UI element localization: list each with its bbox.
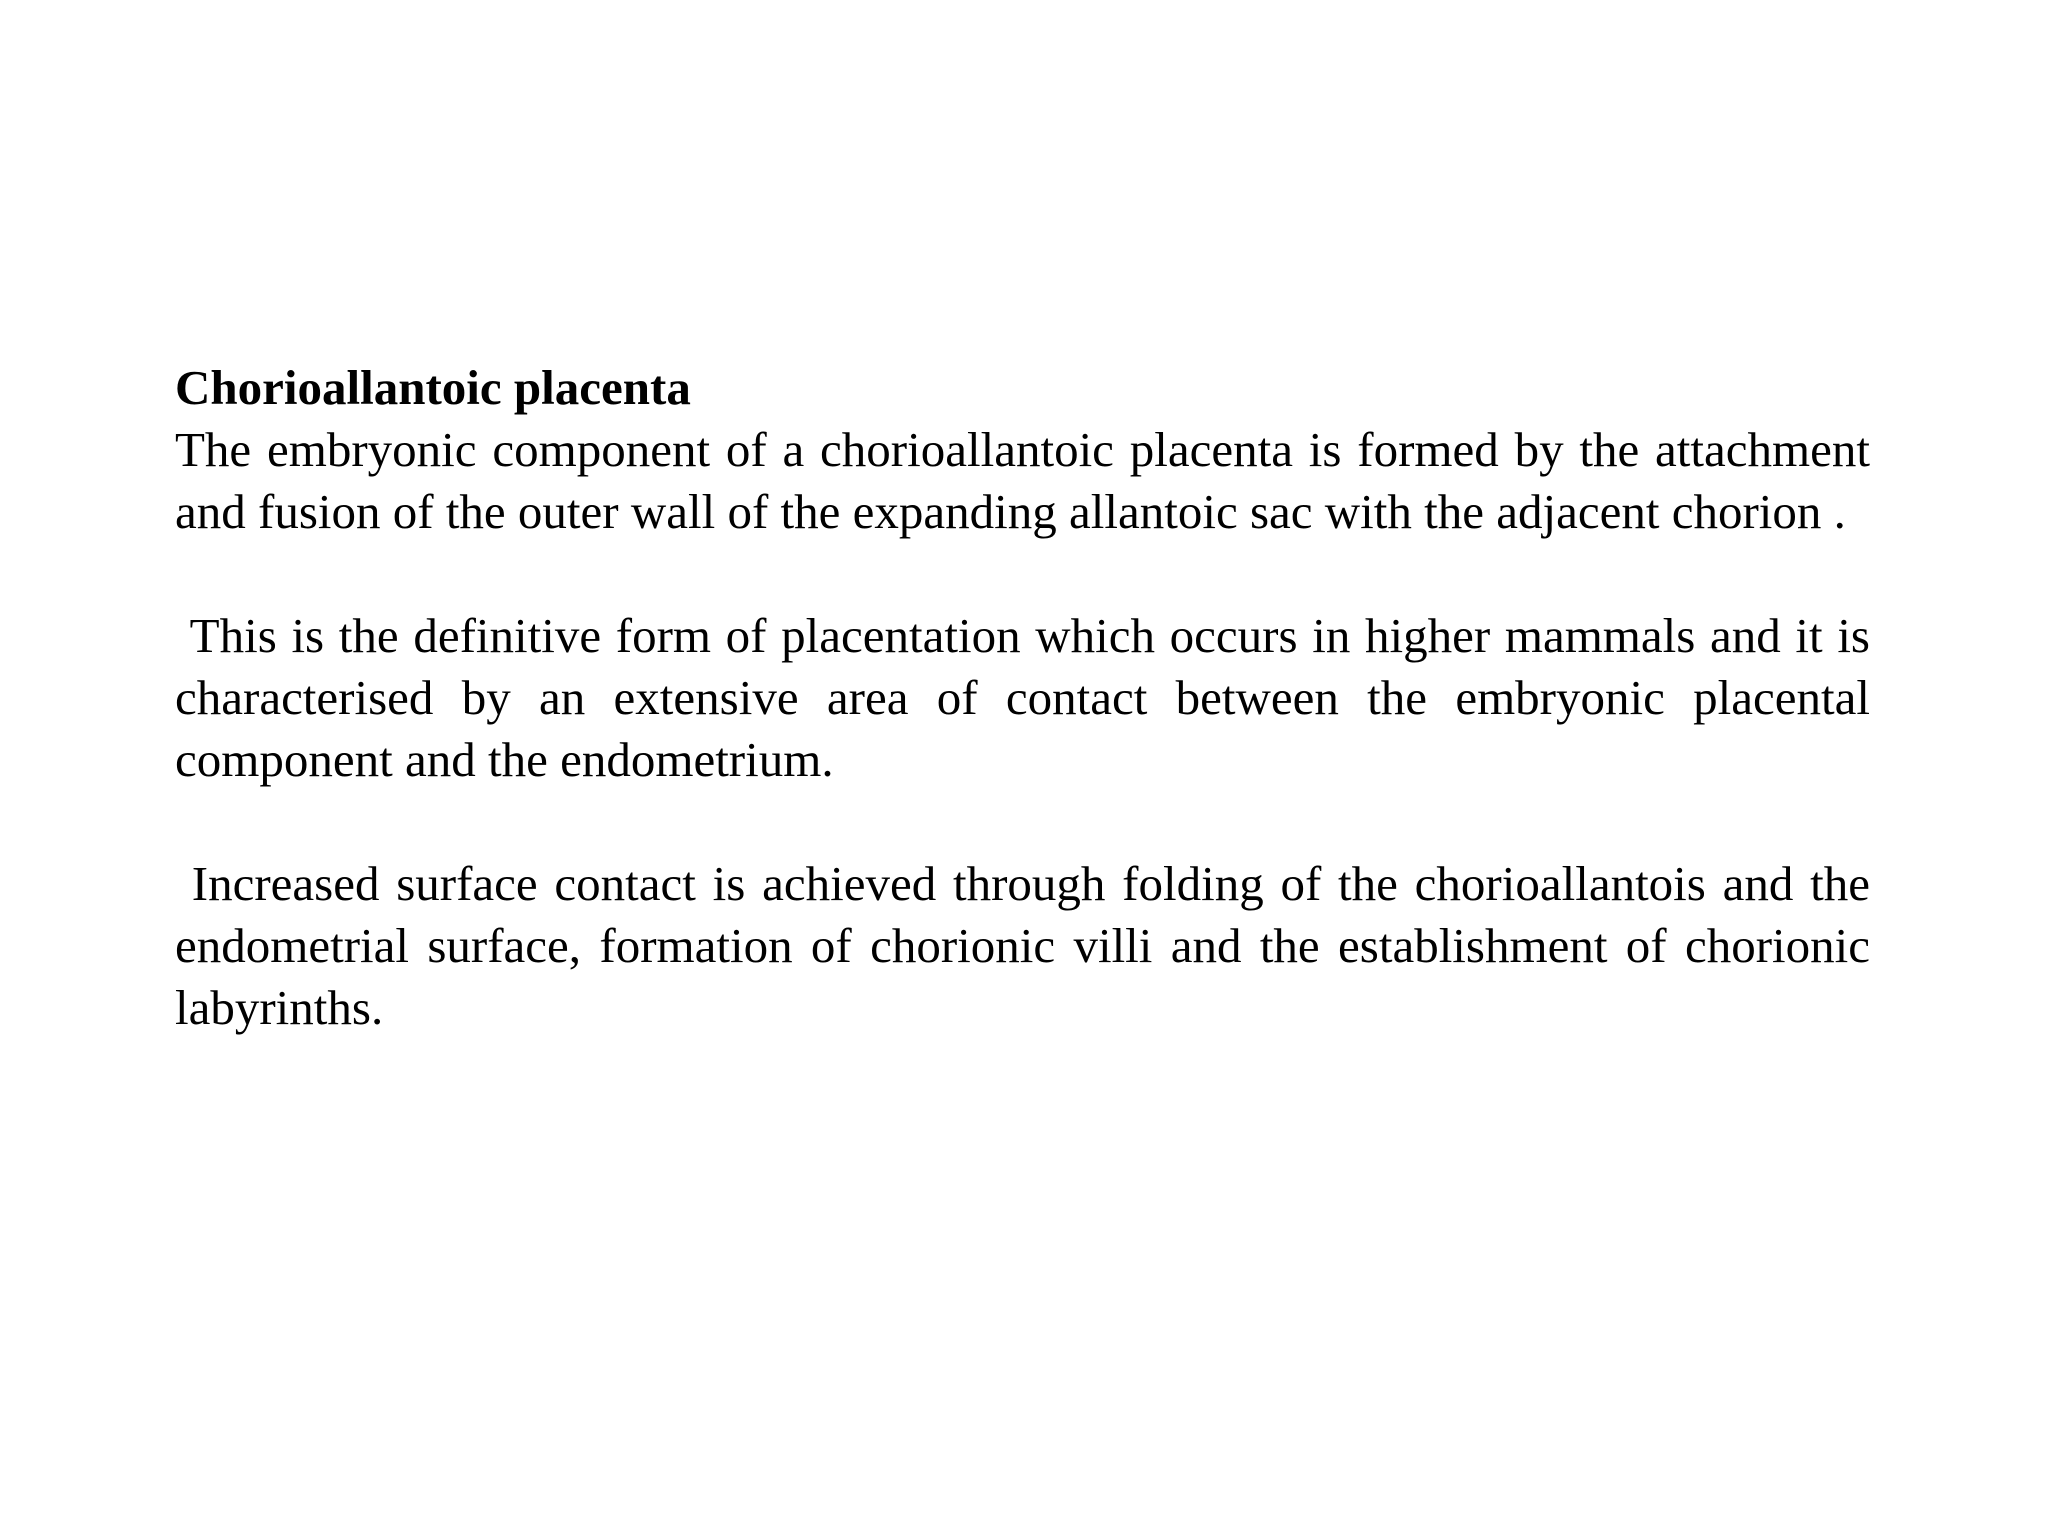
slide-heading: Chorioallantoic placenta: [175, 360, 691, 415]
paragraph-definition: The embryonic component of a chorioallantoic placenta is formed by the attachment and fusion of the outer wall of the expanding allantoic sac with the adjacent chorion .: [175, 422, 1883, 539]
paragraph-surface-contact: Increased surface contact is achieved through folding of the chorioallantois and the endometrial surface, formation of chorionic villi and the establishment of chorionic labyrinths.: [175, 856, 1883, 1035]
text-block: [175, 357, 1883, 1039]
paragraph-higher-mammals: This is the definitive form of placentation which occurs in higher mammals and it is characterised by an extensive area of contact between the embryonic placental component and the endometrium.: [175, 608, 1883, 787]
